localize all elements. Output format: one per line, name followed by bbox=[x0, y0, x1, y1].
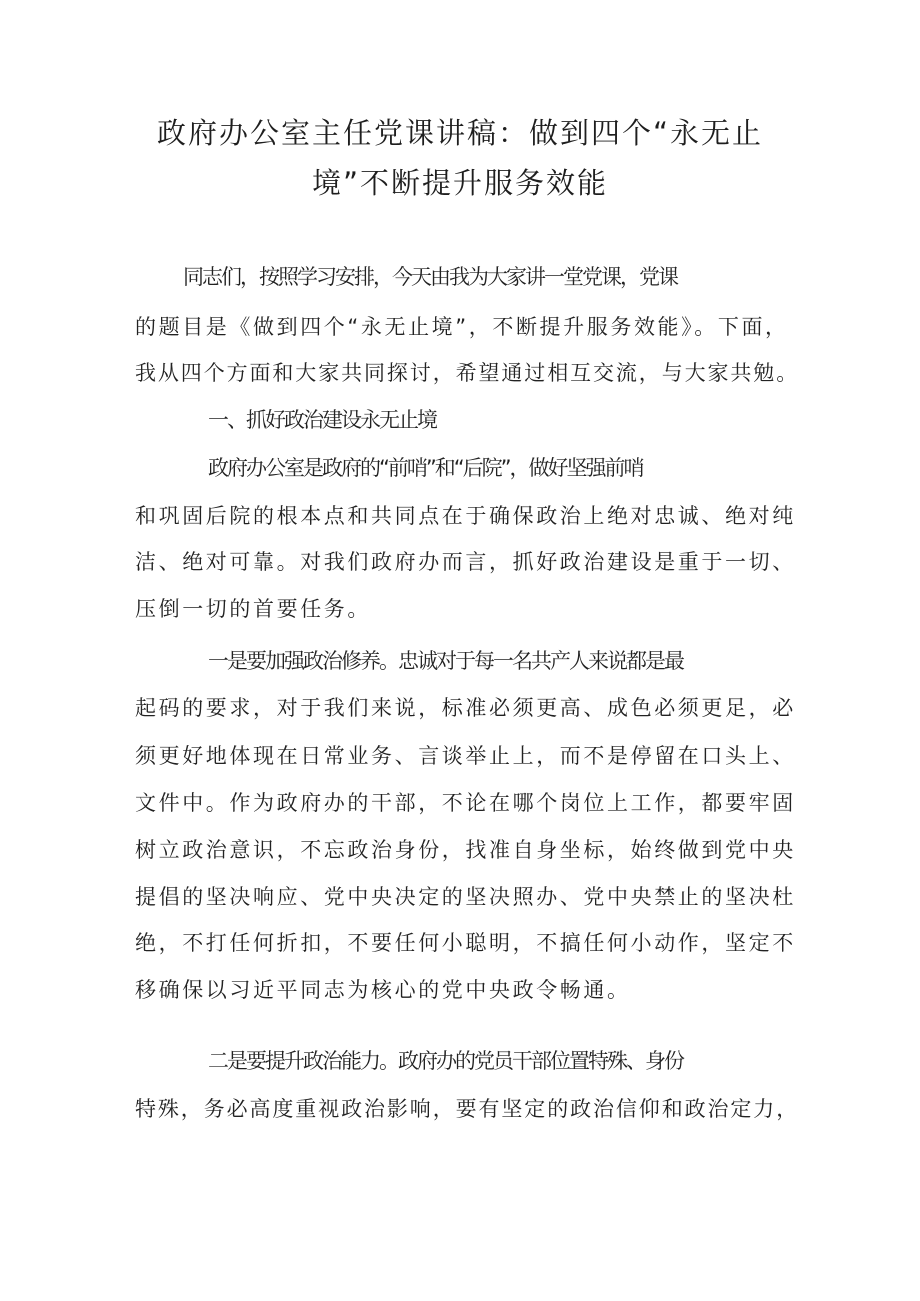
paragraph-line: 起码的要求，对于我们来说，标准必须更高、成色必须更足，必 bbox=[135, 696, 796, 720]
section-heading: 一、抓好政治建设永无止境 bbox=[208, 408, 436, 432]
document-title-line-2: 境”不断提升服务效能 bbox=[311, 166, 609, 200]
paragraph-line: 压倒一切的首要任务。 bbox=[135, 597, 371, 621]
paragraph-line: 同志们，按照学习安排，今天由我为大家讲一堂党课，党课 bbox=[183, 265, 677, 289]
paragraph-line: 洁、绝对可靠。对我们政府办而言，抓好政治建设是重于一切、 bbox=[135, 550, 796, 574]
paragraph-line: 文件中。作为政府办的干部，不论在哪个岗位上工作，都要牢固 bbox=[135, 791, 796, 815]
paragraph-line: 提倡的坚决响应、党中央决定的坚决照办、党中央禁止的坚决杜 bbox=[135, 885, 796, 909]
paragraph-line: 特殊，务必高度重视政治影响，要有坚定的政治信仰和政治定力， bbox=[135, 1097, 800, 1121]
paragraph-line: 须更好地体现在日常业务、言谈举止上，而不是停留在口头上、 bbox=[135, 744, 796, 768]
paragraph-line: 二是要提升政治能力。政府办的党员干部位置特殊、身份 bbox=[208, 1049, 683, 1073]
paragraph-line: 的题目是《做到四个“永无止境”，不断提升服务效能》。下面， bbox=[135, 315, 789, 339]
paragraph-line: 政府办公室是政府的“前哨”和“后院”，做好坚强前哨 bbox=[208, 456, 643, 480]
paragraph-line: 移确保以习近平同志为核心的党中央政令畅通。 bbox=[135, 978, 631, 1002]
paragraph-line: 和巩固后院的根本点和共同点在于确保政治上绝对忠诚、绝对纯 bbox=[135, 504, 796, 528]
paragraph-line: 我从四个方面和大家共同探讨，希望通过相互交流，与大家共勉。 bbox=[135, 361, 800, 385]
paragraph-line: 树立政治意识，不忘政治身份，找准自身坐标，始终做到党中央 bbox=[135, 838, 796, 862]
document-title-line-1: 政府办公室主任党课讲稿：做到四个“永无止 bbox=[156, 116, 764, 150]
paragraph-line: 一是要加强政治修养。忠诚对于每一名共产人来说都是最 bbox=[208, 649, 683, 673]
paragraph-line: 绝，不打任何折扣，不要任何小聪明，不搞任何小动作，坚定不 bbox=[135, 931, 796, 955]
